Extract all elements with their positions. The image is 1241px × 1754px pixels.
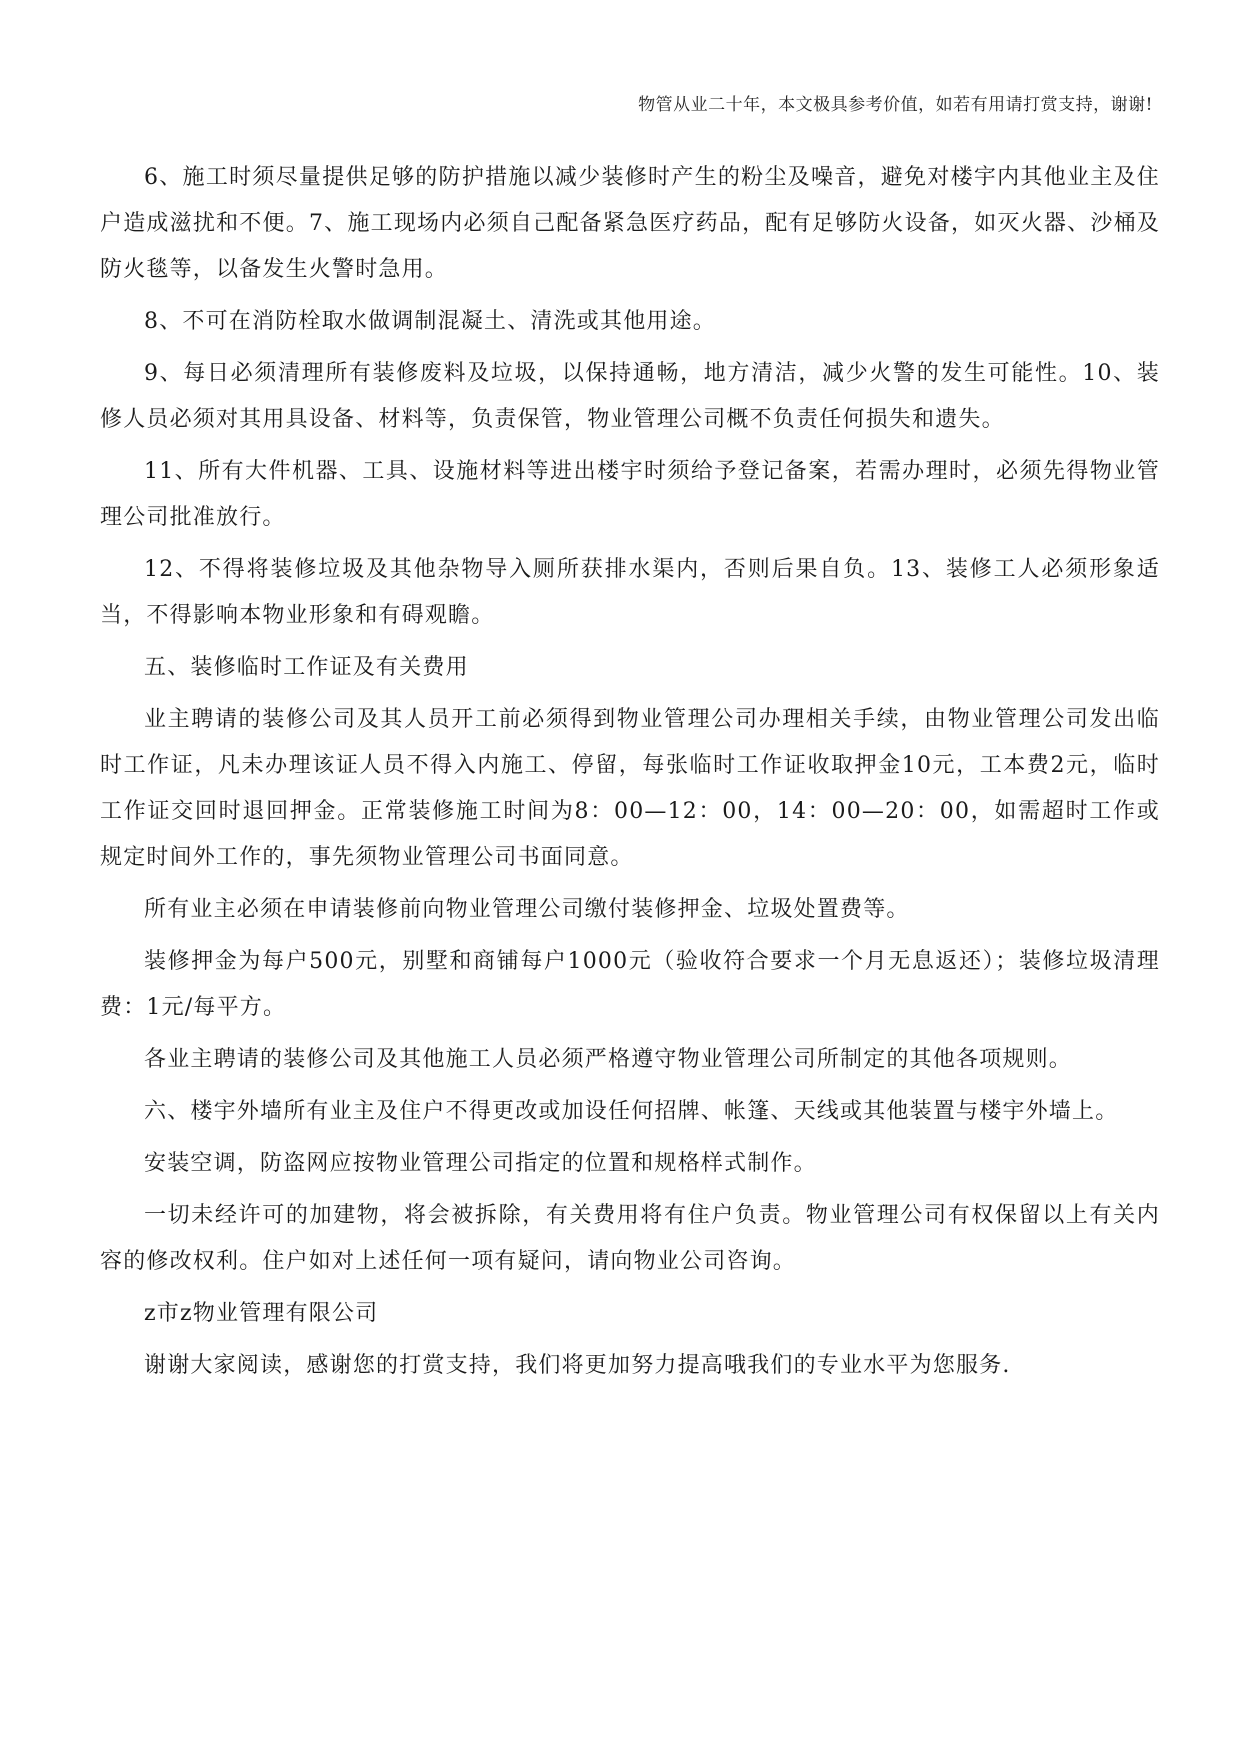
paragraph-6-7: 6、施工时须尽量提供足够的防护措施以减少装修时产生的粉尘及噪音，避免对楼宇内其他业主及住户造成滋扰和不便。7、施工现场内必须自己配备紧急医疗药品，配有足够防火设备，如灭火器、沙桶及防火毯等，以备发生火警时急用。 bbox=[100, 165, 1160, 282]
paragraph-rules-compliance: 各业主聘请的装修公司及其他施工人员必须严格遵守物业管理公司所制定的其他各项规则。 bbox=[144, 1047, 1073, 1072]
paragraph-11: 11、所有大件机器、工具、设施材料等进出楼宇时须给予登记备案，若需办理时，必须先得物业管理公司批准放行。 bbox=[100, 459, 1160, 530]
paragraph-deposit-payment: 所有业主必须在申请装修前向物业管理公司缴付装修押金、垃圾处置费等。 bbox=[144, 897, 910, 922]
section-heading-5: 五、装修临时工作证及有关费用 bbox=[144, 655, 469, 680]
document-body bbox=[100, 155, 1160, 1395]
paragraph-12-13: 12、不得将装修垃圾及其他杂物导入厕所获排水渠内，否则后果自负。13、装修工人必须形象适当，不得影响本物业形象和有碍观瞻。 bbox=[100, 557, 1160, 628]
paragraph-air-conditioning: 安装空调，防盗网应按物业管理公司指定的位置和规格样式制作。 bbox=[144, 1151, 817, 1176]
paragraph-work-permit: 业主聘请的装修公司及其人员开工前必须得到物业管理公司办理相关手续，由物业管理公司发出临时工作证，凡未办理该证人员不得入内施工、停留，每张临时工作证收取押金10元，工本费2元，临时工作证交回时退回押金。正常装修施工时间为8：00—12：00，14：00—20：00，如需超时工作或规定时间外工作的，事先须物业管理公司书面同意。 bbox=[100, 707, 1160, 870]
paragraph-8: 8、不可在消防栓取水做调制混凝土、清洗或其他用途。 bbox=[144, 309, 716, 334]
company-name: z市z物业管理有限公司 bbox=[144, 1301, 379, 1326]
section-heading-6: 六、楼宇外墙所有业主及住户不得更改或加设任何招牌、帐篷、天线或其他装置与楼宇外墙上。 bbox=[144, 1099, 1119, 1124]
paragraph-9-10: 9、每日必须清理所有装修废料及垃圾，以保持通畅，地方清洁，减少火警的发生可能性。10、装修人员必须对其用具设备、材料等，负责保管，物业管理公司概不负责任何损失和遗失。 bbox=[100, 361, 1160, 432]
closing-thanks: 谢谢大家阅读，感谢您的打赏支持，我们将更加努力提高哦我们的专业水平为您服务. bbox=[144, 1353, 1011, 1378]
paragraph-deposit-amount: 装修押金为每户500元，别墅和商铺每户1000元（验收符合要求一个月无息返还）；装修垃圾清理费：1元/每平方。 bbox=[100, 949, 1160, 1020]
header-note: 物管从业二十年，本文极具参考价值，如若有用请打赏支持，谢谢! bbox=[638, 95, 1153, 115]
paragraph-unauthorized-construction: 一切未经许可的加建物，将会被拆除，有关费用将有住户负责。物业管理公司有权保留以上有关内容的修改权利。住户如对上述任何一项有疑问，请向物业公司咨询。 bbox=[100, 1203, 1160, 1274]
